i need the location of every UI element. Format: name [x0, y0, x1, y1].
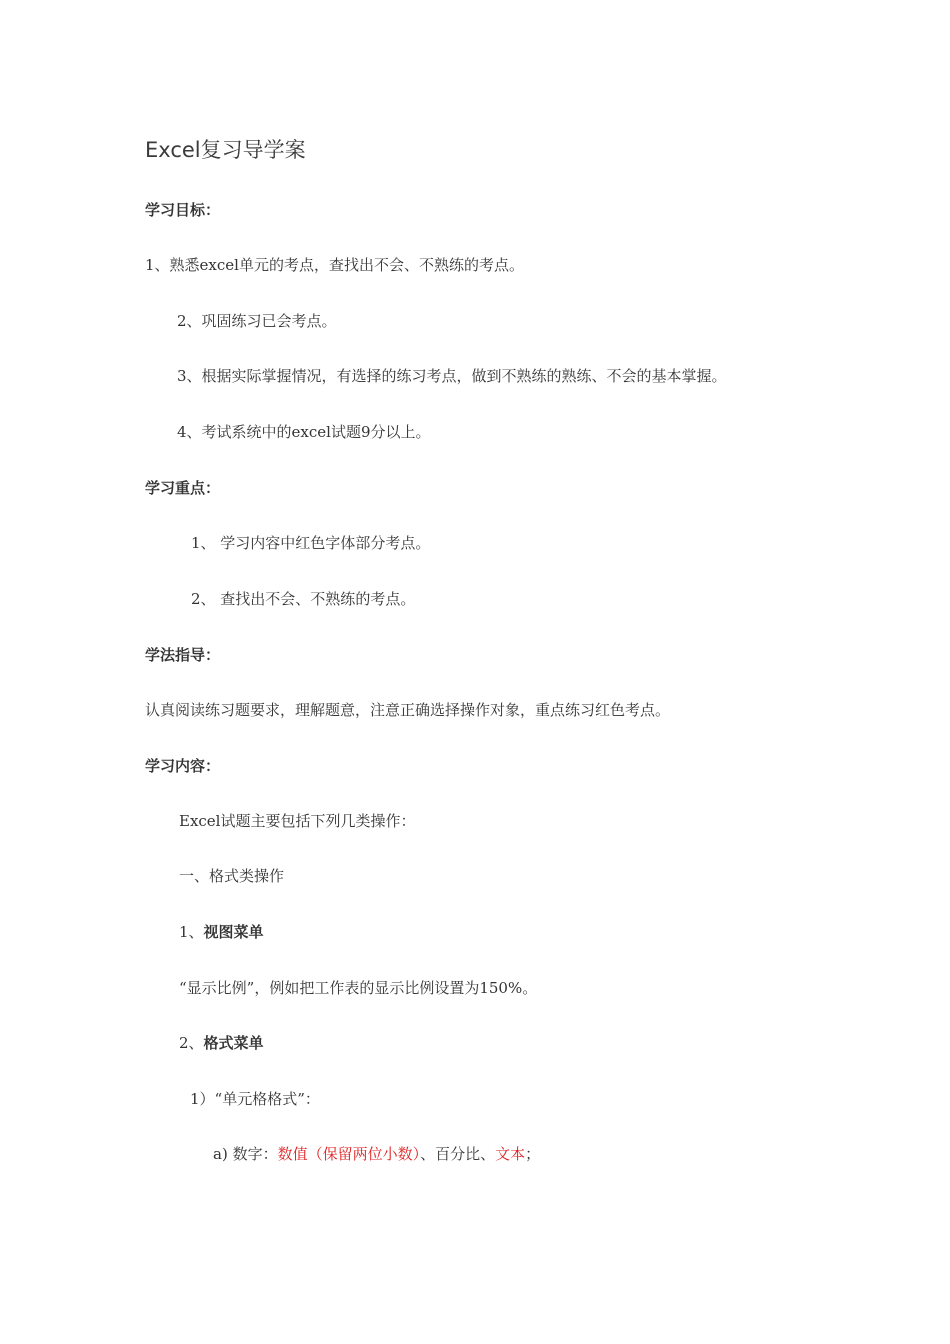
item-view-menu	[179, 922, 264, 942]
goal-item-2: 2、巩固练习已会考点。	[177, 312, 337, 330]
sub-number-middle: 、百分比、	[420, 1145, 496, 1163]
sub-number-format	[213, 1144, 540, 1164]
sub-cell-format: 1）“单元格格式”：	[190, 1090, 320, 1108]
focus-heading: 学习重点：	[145, 479, 221, 497]
content-intro: Excel试题主要包括下列几类操作：	[179, 812, 416, 830]
item-format-menu-number: 2、	[179, 1034, 204, 1052]
goals-heading: 学习目标：	[145, 201, 221, 219]
goal-item-1: 1、熟悉excel单元的考点，查找出不会、不熟练的考点。	[145, 256, 524, 274]
item-view-menu-text: “显示比例”，例如把工作表的显示比例设置为150%。	[179, 979, 538, 997]
focus-item-2: 2、 查找出不会、不熟练的考点。	[191, 590, 416, 608]
item-view-menu-number: 1、	[179, 923, 204, 941]
content-heading: 学习内容：	[145, 757, 221, 775]
document-title: Excel复习导学案	[145, 138, 306, 162]
item-view-menu-label: 视图菜单	[203, 923, 264, 941]
sub-number-value-highlight: 数值（保留两位小数）	[277, 1145, 421, 1163]
item-format-menu-label: 格式菜单	[203, 1034, 264, 1052]
sub-number-end: ；	[525, 1145, 541, 1163]
goal-item-3: 3、根据实际掌握情况，有选择的练习考点，做到不熟练的熟练、不会的基本掌握。	[177, 367, 727, 385]
method-text: 认真阅读练习题要求，理解题意，注意正确选择操作对象，重点练习红色考点。	[145, 701, 671, 719]
sub-number-prefix: a) 数字：	[213, 1145, 278, 1163]
goal-item-4: 4、考试系统中的excel试题9分以上。	[177, 423, 431, 441]
section-format-ops: 一、格式类操作	[179, 867, 285, 885]
focus-item-1: 1、 学习内容中红色字体部分考点。	[191, 534, 431, 552]
item-format-menu	[179, 1033, 264, 1053]
sub-number-text-highlight: 文本	[495, 1145, 526, 1163]
method-heading: 学法指导：	[145, 646, 221, 664]
